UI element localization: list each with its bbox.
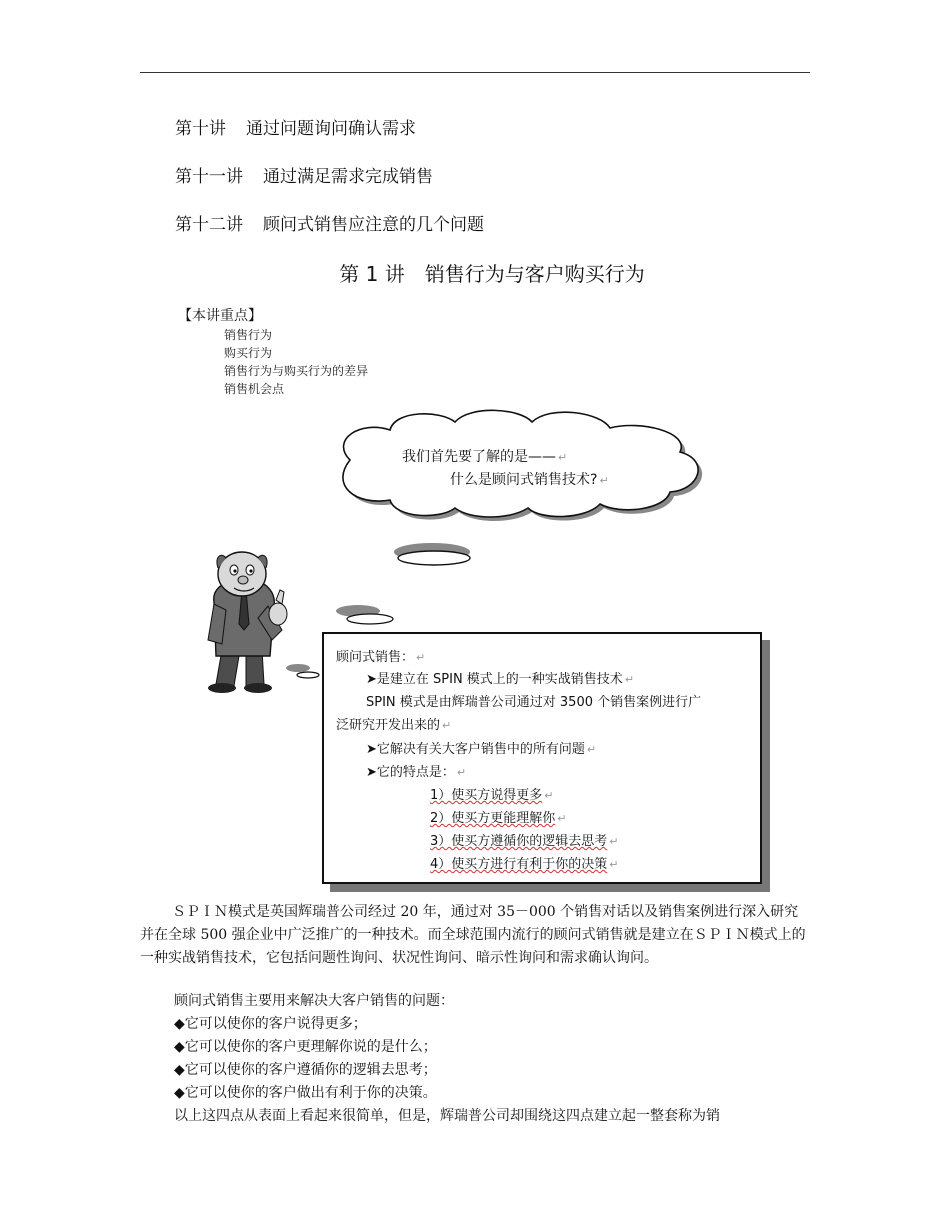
box-desc-b: 泛研究开发出来的 ↵ [336, 718, 452, 733]
toc-item-12[interactable]: 第十二讲 顾问式销售应注意的几个问题 [175, 215, 484, 235]
body-bullet: ◆它可以使你的客户更理解你说的是什么； [174, 1039, 437, 1055]
box-feature: 2）使买方更能理解你 ↵ [430, 811, 567, 826]
definition-box [322, 632, 762, 884]
body-line: 顾问式销售主要用来解决大客户销售的问题： [174, 993, 454, 1009]
key-point-item: 销售机会点 [224, 382, 285, 396]
box-feature: 4）使买方进行有利于你的决策 ↵ [430, 857, 619, 872]
body-bullet: ◆它可以使你的客户说得更多； [174, 1016, 367, 1032]
body-last-line: 以上这四点从表面上看起来很简单，但是，辉瑞普公司却围绕这四点建立起一整套称为销 [174, 1108, 720, 1124]
toc-item-11[interactable]: 第十一讲 通过满足需求完成销售 [175, 167, 433, 187]
chapter-title: 第 1 讲 销售行为与客户购买行为 [339, 262, 645, 286]
key-point-item: 购买行为 [224, 346, 273, 360]
box-feature: 1）使买方说得更多 ↵ [430, 788, 554, 803]
body-bullet: ◆它可以使你的客户遵循你的逻辑去思考； [174, 1062, 437, 1078]
body-paragraph-1: ＳＰＩＮ模式是英国辉瑞普公司经过 20 年，通过对 35－000 个销售对话以及销售案例进行深入研究并在全球 500 强企业中广泛推广的一种技术。而全球范围内流行的顾问式销售就是建立在ＳＰＩＮ模式上的一种实战销售技术，它包括问题性询问、状况性询问、暗示性询问和需求确认询问。 [140, 904, 806, 966]
box-feature: 3）使买方遵循你的逻辑去思考 ↵ [430, 834, 619, 849]
box-point-3: ➤它的特点是： ↵ [366, 765, 467, 780]
body-bullet: ◆它可以使你的客户做出有利于你的决策。 [174, 1085, 437, 1101]
box-point-1: ➤是建立在 SPIN 模式上的一种实战销售技术 ↵ [366, 672, 635, 687]
key-point-item: 销售行为 [224, 328, 273, 342]
box-desc-a: SPIN 模式是由辉瑞普公司通过对 3500 个销售案例进行广 [366, 695, 702, 710]
box-point-2: ➤它解决有关大客户销售中的所有问题 ↵ [366, 742, 597, 757]
key-point-item: 销售行为与购买行为的差异 [224, 364, 369, 378]
key-points-label: 【本讲重点】 [178, 308, 262, 324]
cloud-line-2: 什么是顾问式销售技术? ↵ [450, 472, 609, 488]
salesman-figure [208, 552, 287, 693]
box-heading: 顾问式销售： ↵ [336, 650, 426, 665]
cloud-line-1: 我们首先要了解的是—— ↵ [402, 449, 568, 465]
toc-item-10[interactable]: 第十讲 通过问题询问确认需求 [175, 119, 416, 139]
